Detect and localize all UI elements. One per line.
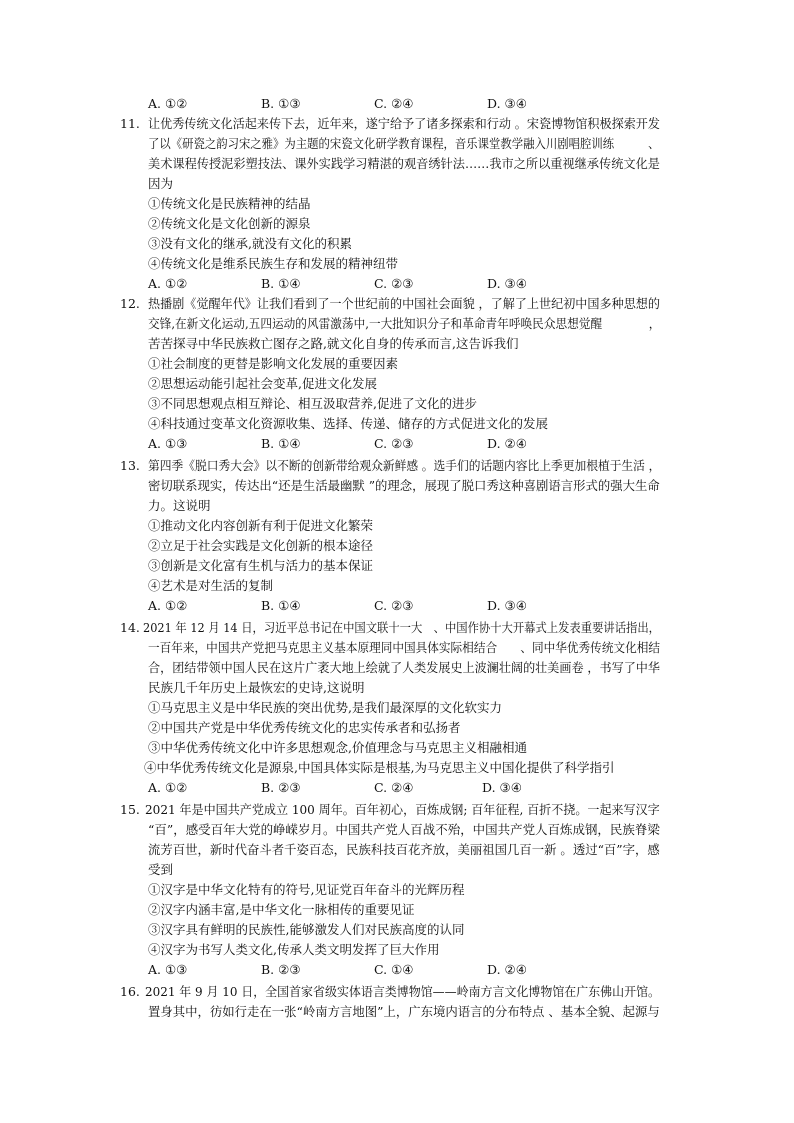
q14-options — [148, 778, 628, 798]
q13-option-a: A. ①② — [148, 598, 188, 613]
q15-item-2: ②汉字内涵丰富,是中华文化一脉相传的重要见证 — [148, 902, 415, 917]
q14-stem-line-1: 2021 年 12 月 14 日，习近平总书记在中国文联十一大 、中国作协十大开幕式上发表重要讲话指出， — [143, 620, 660, 635]
q14-number: 14. — [120, 620, 140, 635]
q13-number: 13. — [120, 458, 140, 473]
q11-option-c: C. ②③ — [374, 276, 414, 291]
q15-item-1: ①汉字是中华文化特有的符号,见证党百年奋斗的光辉历程 — [148, 882, 465, 897]
q11-item-1: ①传统文化是民族精神的结晶 — [148, 196, 311, 211]
q13-item-3: ③创新是文化富有生机与活力的基本保证 — [148, 558, 374, 573]
q15-option-d: D. ②④ — [487, 962, 527, 977]
q10-options — [148, 94, 628, 114]
q13-option-c: C. ②③ — [374, 598, 414, 613]
q11-stem-line-2: 了以《研瓷之韵习宋之雅》为主题的宋瓷文化研学教育课程，音乐课堂教学融入川剧唱腔训练 、 — [148, 136, 660, 151]
q12-item-3: ③不同思想观点相互辩论、相互汲取营养,促进了文化的进步 — [148, 396, 477, 411]
q10-option-b: B. ①③ — [261, 96, 301, 111]
q14-option-c: C. ②④ — [374, 780, 414, 795]
q16-number: 16. — [120, 984, 140, 999]
q12-option-a: A. ①③ — [148, 436, 188, 451]
q13-item-2: ②立足于社会实践是文化创新的根本途径 — [148, 538, 374, 553]
q15-option-b: B. ②③ — [261, 962, 301, 977]
q13-option-b: B. ①④ — [261, 598, 301, 613]
q12-option-b: B. ①④ — [261, 436, 301, 451]
q11-item-3: ③没有文化的继承,就没有文化的积累 — [148, 236, 352, 251]
q14-item-3: ③中华优秀传统文化中许多思想观念,价值理念与马克思主义相融相通 — [148, 740, 527, 755]
q11-stem-line-3: 美术课程传授泥彩塑技法、课外实践学习精湛的观音绣针法……我市之所以重视继承传统文化是 — [148, 156, 660, 171]
q11-options — [148, 274, 628, 294]
q11-stem-line-1: 让优秀传统文化活起来传下去，近年来，遂宁给予了诸多探索和行动 。宋瓷博物馆积极探索开发 — [148, 116, 661, 131]
q16-stem-line-2: 置身其中，彷如行走在一张“岭南方言地图”上，广东境内语言的分布特点 、基本全貌、起源与 — [148, 1004, 660, 1019]
q11-stem-line-4: 因为 — [148, 176, 174, 191]
q14-item-2: ②中国共产党是中华优秀传统文化的忠实传承者和弘扬者 — [148, 720, 461, 735]
q11-item-2: ②传统文化是文化创新的源泉 — [148, 216, 311, 231]
q11-option-d: D. ③④ — [487, 276, 527, 291]
q12-item-4: ④科技通过变革文化资源收集、选择、传递、储存的方式促进文化的发展 — [148, 416, 549, 431]
q10-option-d: D. ③④ — [487, 96, 527, 111]
q15-item-4: ④汉字为书写人类文化,传承人类文明发挥了巨大作用 — [148, 942, 440, 957]
q12-stem-line-1: 热播剧《觉醒年代》让我们看到了一个世纪前的中国社会面貌 ，了解了上世纪初中国多种思想的 — [148, 296, 661, 311]
q11-option-b: B. ①④ — [261, 276, 301, 291]
q12-item-1: ①社会制度的更替是影响文化发展的重要因素 — [148, 356, 399, 371]
q11-option-a: A. ①② — [148, 276, 188, 291]
q16-stem-line-1: 2021 年 9 月 10 日，全国首家省级实体语言类博物馆——岭南方言文化博物馆在广东佛山开馆。 — [145, 984, 661, 999]
q11-number: 11. — [120, 116, 140, 131]
q15-option-c: C. ①④ — [374, 962, 414, 977]
q13-item-4: ④艺术是对生活的复制 — [148, 578, 274, 593]
q14-option-b: B. ②③ — [261, 780, 301, 795]
q13-option-d: D. ③④ — [487, 598, 527, 613]
q14-stem-line-4: 民族几千年历史上最恢宏的史诗,这说明 — [148, 680, 365, 695]
q15-options — [148, 960, 628, 980]
q13-stem-line-3: 力。这说明 — [148, 498, 211, 513]
q12-stem-line-3: 苦苦探寻中华民族救亡图存之路,就文化自身的传承而言,这告诉我们 — [148, 336, 519, 351]
q13-stem-line-1: 第四季《脱口秀大会》以不断的创新带给观众新鲜感 。选手们的话题内容比上季更加根植于生活 ， — [148, 458, 661, 473]
q12-item-2: ②思想运动能引起社会变革,促进文化发展 — [148, 376, 377, 391]
q14-item-4: ④中华优秀传统文化是源泉,中国具体实际是根基,为马克思主义中国化提供了科学指引 — [144, 760, 615, 775]
q15-stem-line-1: 2021 年是中国共产党成立 100 周年。百年初心，百炼成钢; 百年征程, 百折不挠。一起来写汉字 — [145, 802, 660, 817]
q14-item-1: ①马克思主义是中华民族的突出优势,是我们最深厚的文化软实力 — [148, 700, 502, 715]
q14-option-d: D. ③④ — [482, 780, 522, 795]
q14-option-a: A. ①② — [148, 780, 188, 795]
q10-option-c: C. ②④ — [374, 96, 414, 111]
q12-options — [148, 434, 628, 454]
q12-option-c: C. ②③ — [374, 436, 414, 451]
q15-number: 15. — [120, 802, 140, 817]
q15-stem-line-2: “百”，感受百年大党的峥嵘岁月。中国共产党人百战不殆，中国共产党人百炼成钢，民族脊梁 — [148, 822, 660, 837]
q12-stem-line-2: 交锋,在新文化运动,五四运动的风雷激荡中,一大批知识分子和革命青年呼唤民众思想觉醒 ， — [148, 316, 661, 331]
q15-stem-line-4: 受到 — [148, 862, 174, 877]
q11-item-4: ④传统文化是维系民族生存和发展的精神纽带 — [148, 256, 399, 271]
q15-stem-line-3: 流芳百世，新时代奋斗者千姿百态，民族科技百花齐放，美丽祖国几百一新 。透过“百”字，感 — [148, 842, 660, 857]
q12-number: 12. — [120, 296, 140, 311]
q13-options — [148, 596, 628, 616]
q15-item-3: ③汉字具有鲜明的民族性,能够激发人们对民族高度的认同 — [148, 922, 465, 937]
q14-stem-line-2: 一百年来，中国共产党把马克思主义基本原理同中国具体实际相结合 、同中华优秀传统文化相结 — [148, 640, 661, 655]
q15-option-a: A. ①③ — [148, 962, 188, 977]
q13-item-1: ①推动文化内容创新有利于促进文化繁荣 — [148, 518, 374, 533]
q12-option-d: D. ②④ — [487, 436, 527, 451]
q10-option-a: A. ①② — [148, 96, 188, 111]
q14-stem-line-3: 合，团结带领中国人民在这片广袤大地上绘就了人类发展史上波澜壮阔的壮美画卷 ，书写了中华 — [148, 660, 661, 675]
q13-stem-line-2: 密切联系现实，传达出“还是生活最幽默 ”的理念，展现了脱口秀这种喜剧语言形式的强大生命 — [148, 478, 660, 493]
